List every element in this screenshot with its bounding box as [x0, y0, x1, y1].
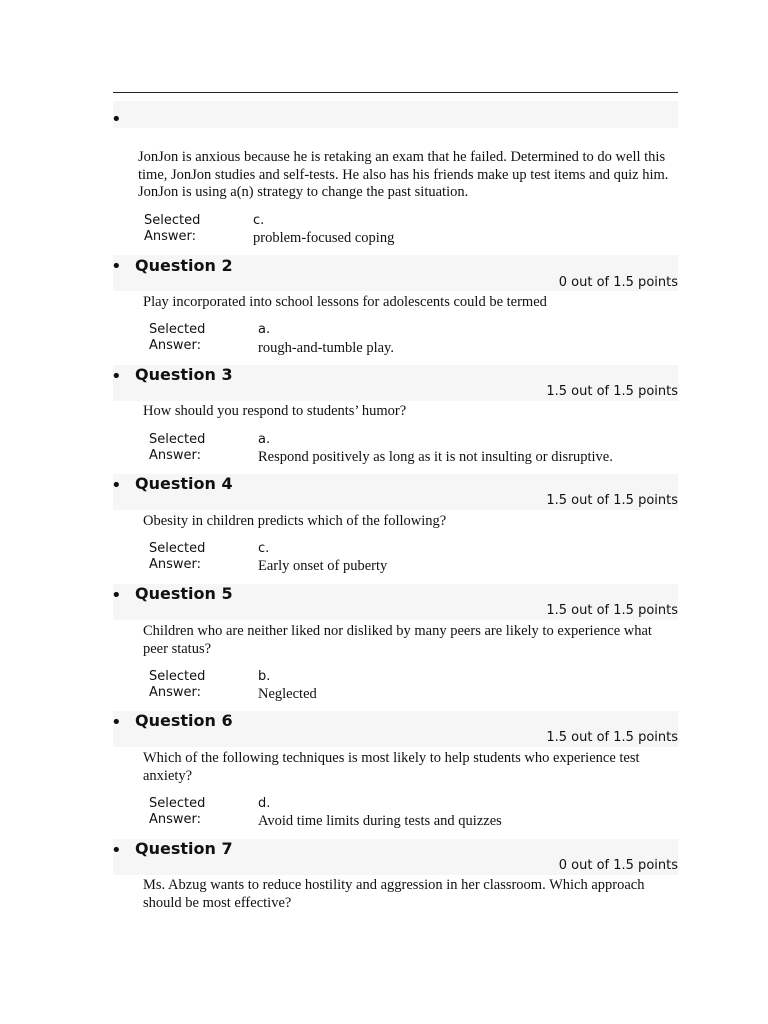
- bullet-icon: •: [111, 256, 122, 277]
- question-2-text: Play incorporated into school lessons for adolescents could be termed: [143, 294, 547, 310]
- selected-answer-letter: a.: [258, 432, 271, 447]
- selected-answer-letter: c.: [258, 541, 270, 556]
- question-6-text: Which of the following techniques is most likely to help students who experience test anxiety?: [143, 750, 640, 784]
- bullet-icon: •: [111, 712, 122, 733]
- selected-answer-text: Avoid time limits during tests and quizzes: [258, 813, 502, 829]
- selected-answer-letter: b.: [258, 669, 271, 684]
- selected-answer-text: Respond positively as long as it is not insulting or disruptive.: [258, 449, 613, 465]
- question-2-points: 0 out of 1.5 points: [558, 275, 678, 290]
- question-4-title: Question 4: [135, 474, 233, 493]
- selected-answer-label: Selected Answer:: [149, 322, 206, 353]
- question-7-title: Question 7: [135, 839, 233, 858]
- question-1-header-band: [113, 101, 678, 128]
- selected-answer-text: Neglected: [258, 686, 317, 702]
- question-5-title: Question 5: [135, 584, 233, 603]
- question-3-title: Question 3: [135, 365, 233, 384]
- selected-answer-label: Selected Answer:: [149, 432, 206, 463]
- question-6-title: Question 6: [135, 711, 233, 730]
- bullet-icon: •: [111, 475, 122, 496]
- question-5-text: Children who are neither liked nor disliked by many peers are likely to experience what peer status?: [143, 623, 652, 657]
- selected-answer-text: Early onset of puberty: [258, 558, 388, 574]
- bullet-icon: •: [111, 585, 122, 606]
- question-4-text: Obesity in children predicts which of the following?: [143, 513, 447, 529]
- question-5-points: 1.5 out of 1.5 points: [546, 603, 678, 618]
- selected-answer-letter: c.: [253, 213, 265, 228]
- selected-answer-text: rough-and-tumble play.: [258, 340, 394, 356]
- selected-answer-label: Selected Answer:: [149, 669, 206, 700]
- bullet-icon: •: [111, 366, 122, 387]
- selected-answer-letter: d.: [258, 796, 271, 811]
- selected-answer-letter: a.: [258, 322, 271, 337]
- question-6-points: 1.5 out of 1.5 points: [546, 730, 678, 745]
- selected-answer-label: Selected Answer:: [149, 541, 206, 572]
- question-3-points: 1.5 out of 1.5 points: [546, 384, 678, 399]
- question-1-text: JonJon is anxious because he is retaking an exam that he failed. Determined to do well this time, JonJon studies and self-tests. He also has his friends make up test items and quiz him. JonJon is using a(n) strategy to change the past situation.: [138, 149, 669, 200]
- question-2-title: Question 2: [135, 256, 233, 275]
- question-4-points: 1.5 out of 1.5 points: [546, 493, 678, 508]
- question-7-points: 0 out of 1.5 points: [558, 858, 678, 873]
- selected-answer-text: problem-focused coping: [253, 230, 395, 246]
- question-3-text: How should you respond to students’ humor?: [143, 403, 407, 419]
- bullet-icon: •: [111, 109, 122, 130]
- question-7-text: Ms. Abzug wants to reduce hostility and aggression in her classroom. Which approach should be most effective?: [143, 877, 645, 911]
- selected-answer-label: Selected Answer:: [144, 213, 201, 244]
- top-divider: [113, 92, 678, 93]
- selected-answer-label: Selected Answer:: [149, 796, 206, 827]
- bullet-icon: •: [111, 840, 122, 861]
